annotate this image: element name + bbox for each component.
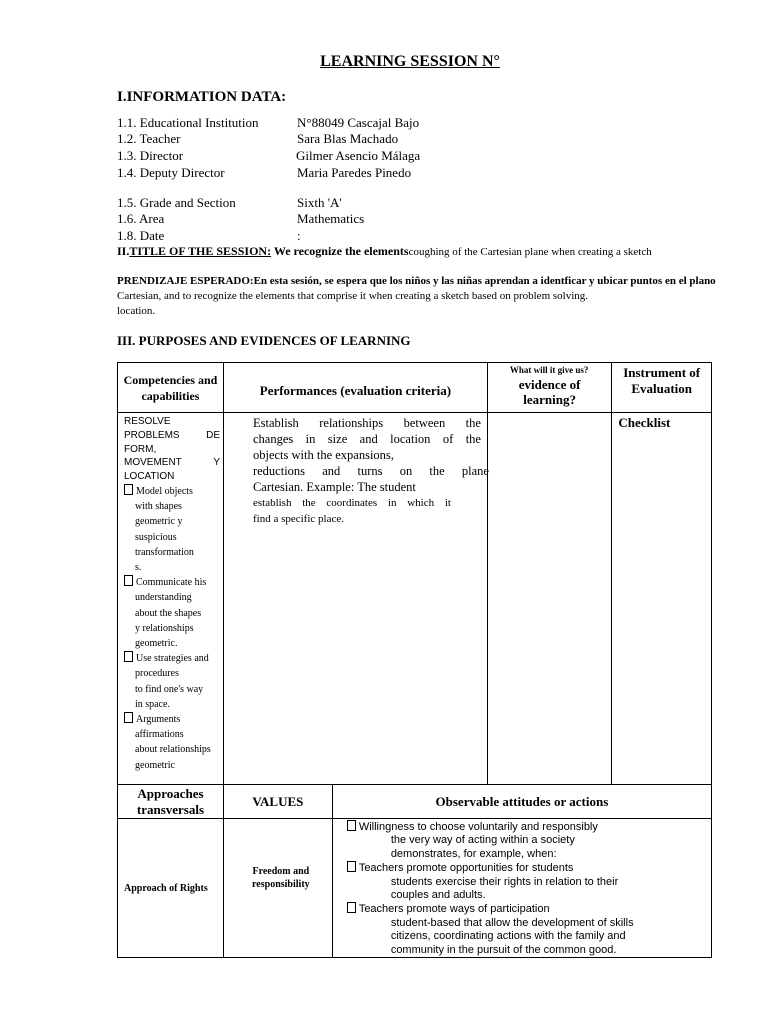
capability-line: Communicate his [136,577,207,589]
info-value: Maria Paredes Pinedo [297,165,412,180]
performance-line: find a specific place. [252,513,344,525]
performance-line: changes in size and location of the [252,432,481,446]
checkbox-glyph-icon [347,820,356,831]
competency-line: LOCATION [124,471,175,483]
capability-line: Use strategies and [136,653,209,665]
info-value: Sixth 'A' [297,195,342,210]
competency-line: DE [206,429,220,441]
purposes-header-row [118,363,712,413]
capability-item [124,484,222,575]
section-information-heading: I.INFORMATION DATA: [117,89,287,105]
header-values-text: VALUES [252,793,304,809]
capability-line: suspicious [135,531,177,543]
capability-line: with shapes [135,501,182,513]
capability-line: transformation [135,546,194,558]
header-approaches-text: Approaches transversals [136,786,205,817]
attitude-line: Teachers promote ways of participation [358,903,550,916]
capability-line: y relationships [135,622,194,634]
competency-line: MOVEMENT [124,457,182,469]
approach-text: Approach of Rights [124,882,208,894]
performances-cell [223,413,487,785]
performance-line: objects with the expansions, [252,448,394,462]
header-competencies-text: Competencies and capabilities [123,372,218,403]
section2-prefix: II. [117,244,130,258]
header-attitudes-text: Observable attitudes or actions [435,793,609,809]
attitude-line: the very way of acting within a society [390,834,575,847]
capability-line: procedures [135,668,179,680]
header-instrument [612,363,712,413]
checkbox-glyph-icon [124,484,133,495]
session-title-bold: We recognize the elements [271,244,409,258]
performance-text [252,415,489,527]
info-value: Mathematics [297,211,365,226]
approaches-header-row [118,785,712,819]
performance-line: Cartesian. Example: The student [252,480,416,494]
info-label: 1.6. Area [117,211,165,226]
page-title: LEARNING SESSION N° [320,53,500,70]
capability-line: Arguments [136,714,181,726]
info-label: 1.3. Director [117,148,184,163]
header-values [223,785,332,819]
capability-line: in space. [135,698,170,710]
competency-line-pair [124,456,220,470]
capability-line: geometric y [135,516,183,528]
approaches-table [117,784,712,958]
info-value: N°88049 Cascajal Bajo [297,115,420,130]
header-attitudes [332,785,711,819]
value-text: Freedom and responsibility [252,866,310,891]
header-evidence-text: evidence of learning? [518,377,581,407]
value-cell [223,819,332,958]
capability-line: about the shapes [135,607,202,619]
attitude-line: citizens, coordinating actions with the family and [390,930,626,943]
capabilities-list [124,484,222,773]
capability-item [124,651,222,712]
attitude-line: Teachers promote opportunities for students [358,862,574,875]
capability-line: affirmations [135,729,184,741]
session-title-line [117,244,652,259]
attitude-line: couples and adults. [390,889,486,902]
checkbox-glyph-icon [124,651,133,662]
capability-line: geometric. [135,638,178,650]
instrument-cell [612,413,712,785]
info-value: Gilmer Asencio Málaga [296,148,421,163]
header-performances [223,363,487,413]
attitude-line: community in the pursuit of the common good. [390,943,617,956]
capability-line: s. [135,562,142,573]
capability-item [124,575,222,651]
info-value: : [297,228,301,243]
info-value: Sara Blas Machado [297,131,399,146]
instrument-value: Checklist [618,415,671,430]
header-evidence [487,363,611,413]
performance-line: Establish relationships between the [252,416,481,430]
header-instrument-text: Instrument of Evaluation [623,365,701,396]
approach-cell [118,819,224,958]
performance-line: reductions and turns on the plane [252,464,489,478]
approaches-content-row [118,819,712,958]
expected-learning-line1: PRENDIZAJE ESPERADO:En esta sesión, se espera que los niños y las niñas aprendan a identficar y ubicar puntos en el plano [117,275,716,287]
competency-line: FORM, [124,443,157,455]
checkbox-glyph-icon [347,861,356,872]
capability-line: geometric [135,759,175,771]
attitude-line: students exercise their rights in relation to their [390,875,619,888]
purposes-content-row [118,413,712,785]
header-competencies [118,363,224,413]
attitude-line: Willingness to choose voluntarily and responsibly [358,821,598,833]
info-label: 1.8. Date [117,228,165,243]
section2-label: TITLE OF THE SESSION: [129,244,272,258]
purposes-table [117,362,712,785]
attitude-line: demonstrates, for example, when: [390,847,557,860]
info-label: 1.5. Grade and Section [117,195,236,210]
competency-line-pair [124,429,220,443]
session-title-rest: coughing of the Cartesian plane when creating a sketch [408,246,652,258]
section-purposes-heading: III. PURPOSES AND EVIDENCES OF LEARNING [117,333,411,348]
attitude-line: student-based that allow the development of skills [390,916,634,929]
competency-line: PROBLEMS [124,429,180,441]
performance-line: establish the coordinates in which it [252,497,451,509]
capability-line: understanding [135,592,192,604]
header-evidence-small: What will it give us? [509,365,589,375]
capability-line: Model objects [136,485,193,497]
attitude-item [347,902,711,957]
competency-line: Y [213,457,220,469]
competencies-cell [118,413,224,785]
checkbox-glyph-icon [124,575,133,586]
expected-learning-line2: Cartesian, and to recognize the elements that comprise it when creating a sketch based on problem solving. [117,290,589,302]
attitudes-list [347,820,711,957]
checkbox-glyph-icon [124,712,133,723]
info-label: 1.4. Deputy Director [117,165,225,180]
info-label: 1.2. Teacher [117,131,181,146]
capability-line: about relationships [135,744,211,756]
capability-line: to find one's way [135,683,204,695]
attitude-item [347,820,711,861]
info-label: 1.1. Educational Institution [117,115,259,130]
header-approaches [118,785,224,819]
attitudes-cell [332,819,711,958]
expected-learning-line3: location. [117,305,156,317]
capability-item [124,712,222,773]
competency-line: RESOLVE [124,416,171,427]
competency-name [124,415,220,484]
header-performances-text: Performances (evaluation criteria) [259,382,452,398]
attitude-item [347,861,711,902]
checkbox-glyph-icon [347,902,356,913]
evidence-cell [487,413,611,785]
